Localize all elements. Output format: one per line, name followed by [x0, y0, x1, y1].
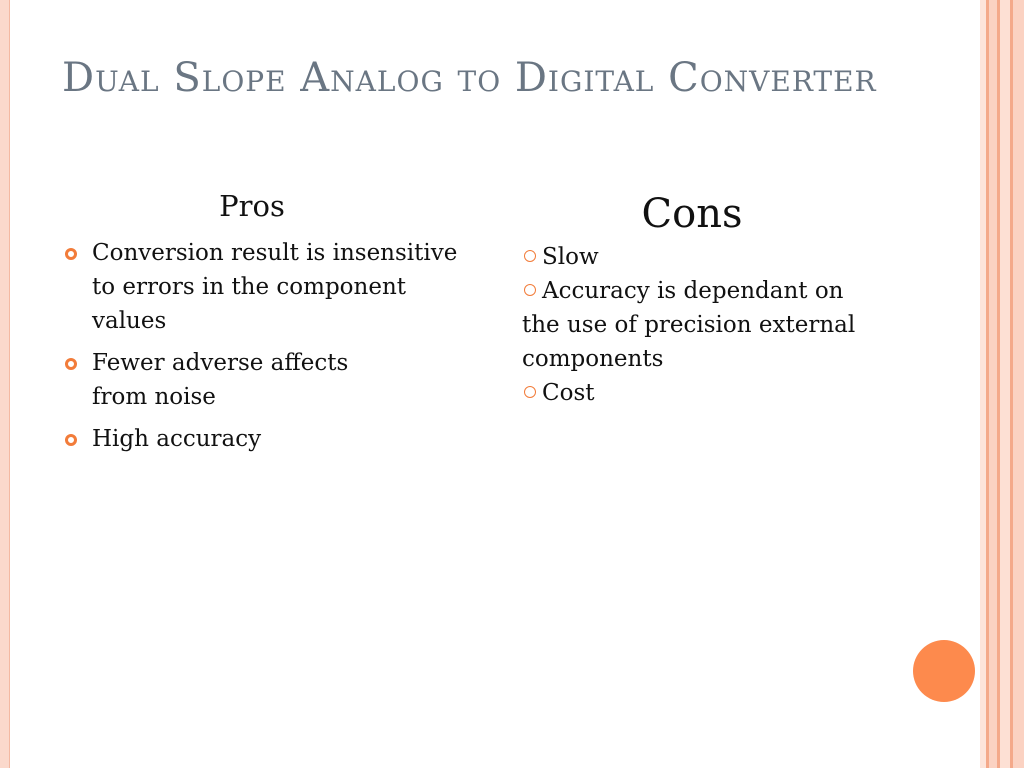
filled-circle-bullet-icon	[65, 434, 77, 446]
pros-list	[62, 236, 462, 464]
left-border-decoration	[0, 0, 10, 768]
right-stripes-decoration	[980, 0, 1024, 768]
cons-item-text: Accuracy is dependant on the use of precision external components	[522, 278, 856, 372]
ring-bullet-icon	[524, 284, 536, 296]
pros-item-text: Fewer adverse affects from noise	[92, 350, 349, 410]
slide-title: Dual Slope Analog to Digital Converter	[62, 55, 877, 101]
filled-circle-bullet-icon	[65, 358, 77, 370]
pros-heading: Pros	[219, 189, 285, 223]
pros-item-text: High accuracy	[92, 426, 262, 452]
ring-bullet-icon	[524, 250, 536, 262]
pros-item-text: Conversion result is insensitive to errors in the component values	[92, 240, 458, 334]
cons-item-text: Cost	[542, 380, 595, 406]
pros-item	[62, 346, 462, 414]
ring-bullet-icon	[524, 386, 536, 398]
cons-item	[522, 274, 862, 376]
cons-item	[522, 376, 862, 410]
pros-item	[62, 236, 462, 338]
orange-circle-icon	[913, 640, 975, 702]
cons-list	[522, 240, 862, 410]
filled-circle-bullet-icon	[65, 248, 77, 260]
cons-item-text: Slow	[542, 244, 599, 270]
cons-item	[522, 240, 862, 274]
cons-heading: Cons	[641, 191, 743, 237]
pros-item	[62, 422, 462, 456]
